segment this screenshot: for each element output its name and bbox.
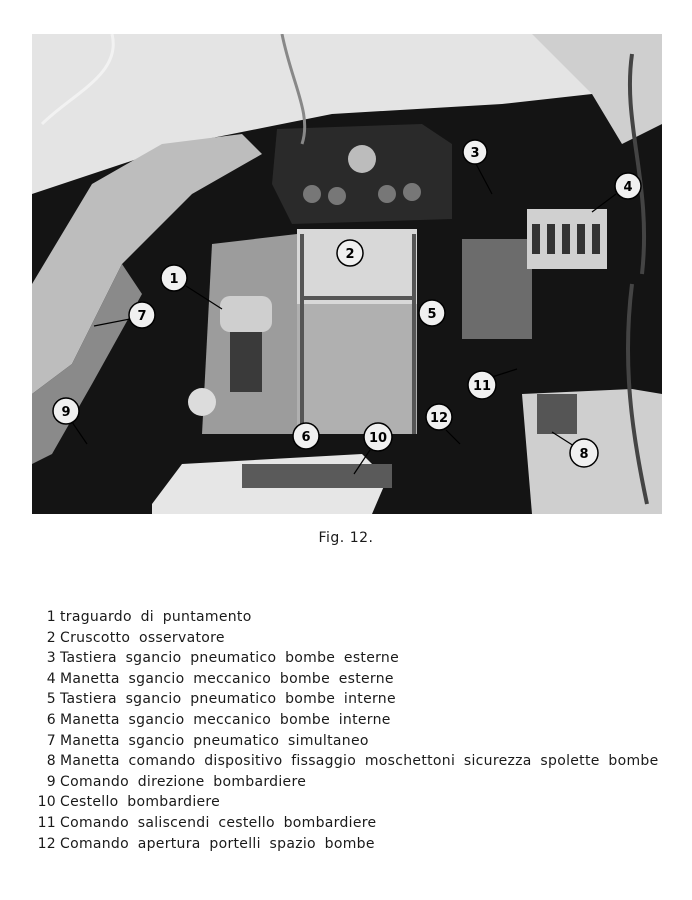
legend-item xyxy=(28,607,668,628)
legend-number: 7 xyxy=(46,732,56,749)
legend-number: 5 xyxy=(46,691,56,708)
legend-text: Comando saliscendi cestello bombardiere xyxy=(60,814,377,831)
legend-item xyxy=(28,710,668,731)
marker-2-label: 2 xyxy=(345,247,355,262)
marker-10-label: 10 xyxy=(368,431,388,446)
legend-number: 12 xyxy=(37,835,56,852)
legend-number: 11 xyxy=(37,814,56,831)
legend-number: 4 xyxy=(46,670,56,687)
legend-text: Tastiera sgancio pneumatico bombe esterne xyxy=(60,650,400,667)
legend-item xyxy=(28,628,668,649)
legend-number: 10 xyxy=(37,794,56,811)
figure-caption: Fig. 12. xyxy=(318,530,374,546)
cockpit-photo-drawing xyxy=(32,34,662,514)
legend-item xyxy=(28,689,668,710)
legend-item xyxy=(28,834,668,855)
marker-6-label: 6 xyxy=(301,430,311,445)
legend-number: 2 xyxy=(46,629,56,646)
legend-text: Manetta comando dispositivo fissaggio moschettoni sicurezza spolette bombe xyxy=(60,753,659,770)
marker-1-label: 1 xyxy=(169,272,179,287)
legend-text: Manetta sgancio meccanico bombe esterne xyxy=(60,670,394,687)
marker-11-label: 11 xyxy=(472,379,492,394)
marker-9-label: 9 xyxy=(61,405,71,420)
legend-text: traguardo di puntamento xyxy=(60,609,252,625)
legend-text: Manetta sgancio pneumatico simultaneo xyxy=(60,732,369,749)
legend-number: 3 xyxy=(46,650,56,667)
legend-number: 6 xyxy=(46,711,56,728)
legend-list xyxy=(28,607,668,854)
legend-number: 8 xyxy=(46,753,56,770)
legend-item xyxy=(28,669,668,690)
marker-8-label: 8 xyxy=(579,447,589,462)
marker-5-label: 5 xyxy=(427,307,437,322)
legend-text: Comando apertura portelli spazio bombe xyxy=(60,835,375,852)
legend-text: Tastiera sgancio pneumatico bombe interne xyxy=(60,691,396,708)
legend-item xyxy=(28,751,668,772)
legend-number: 9 xyxy=(46,773,56,790)
legend-text: Cestello bombardiere xyxy=(60,794,221,811)
cockpit-photo xyxy=(32,34,662,514)
marker-3-label: 3 xyxy=(470,146,480,161)
legend-number: 1 xyxy=(46,609,56,625)
marker-4-label: 4 xyxy=(623,180,633,195)
legend-text: Manetta sgancio meccanico bombe interne xyxy=(60,711,391,728)
marker-2 xyxy=(337,240,363,266)
marker-7-label: 7 xyxy=(137,309,147,324)
legend-text: Comando direzione bombardiere xyxy=(60,773,307,790)
legend-item xyxy=(28,813,668,834)
legend-item xyxy=(28,772,668,793)
legend-text: Cruscotto osservatore xyxy=(60,629,225,646)
legend-item xyxy=(28,731,668,752)
marker-12-label: 12 xyxy=(429,411,449,426)
legend-item xyxy=(28,792,668,813)
marker-6 xyxy=(293,423,319,449)
marker-5 xyxy=(419,300,445,326)
legend-item xyxy=(28,648,668,669)
